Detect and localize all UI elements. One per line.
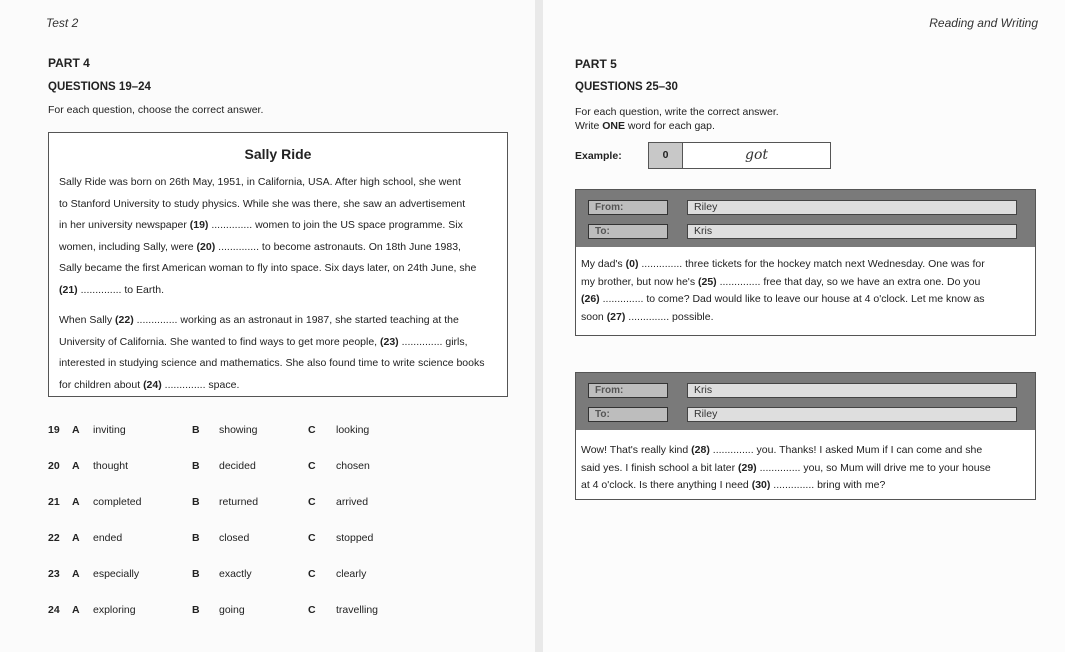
option-23-b[interactable]: exactly [219,568,252,580]
right-page [543,0,1065,652]
question-number: 21 [48,496,60,508]
passage-line: When Sally (22) .............. working as an astronaut in 1987, she started teaching at the [59,314,459,326]
option-22-b[interactable]: closed [219,532,250,544]
option-row-24 [48,604,428,618]
option-row-19 [48,424,428,438]
option-row-23 [48,568,428,582]
option-22-c[interactable]: stopped [336,532,374,544]
email-line: soon (27) .............. possible. [581,310,714,323]
passage-text [59,172,504,396]
option-21-a[interactable]: completed [93,496,142,508]
passage-line: women, including Sally, were (20) .............. to become astronauts. On 18th June 1983, [59,240,461,253]
gap-25: (25) [697,275,717,288]
option-letter-c: C [308,532,316,544]
gap-23: (23) [380,335,399,348]
email-line: my brother, but now he's (25) .............. free that day, so we have an extra one. Do you [581,275,981,288]
part-4-instruction: For each question, choose the correct answer. [48,104,264,116]
email-body [576,430,1035,501]
email-header [576,373,1035,430]
to-field: Riley [687,407,1017,422]
passage-title: Sally Ride [244,146,312,162]
option-20-a[interactable]: thought [93,460,129,472]
option-letter-b: B [192,532,200,544]
question-number: 19 [48,424,60,436]
gap-29: (29) [738,461,757,474]
email-kris-to-riley [575,372,1036,500]
sally-ride-passage [48,132,508,397]
option-row-21 [48,496,428,510]
passage-paragraph-1 [59,172,504,301]
email-line: (26) .............. to come? Dad would like to leave our house at 4 o'clock. Let me know as [581,293,985,305]
questions-25-30-title: QUESTIONS 25–30 [575,81,678,93]
example-label: Example: [575,150,622,162]
passage-line: University of California. She wanted to find ways to get more people, (23) .............. girls, [59,335,468,348]
from-field: Riley [687,200,1017,215]
option-letter-a: A [72,532,80,544]
option-letter-c: C [308,604,316,616]
option-20-b[interactable]: decided [219,460,256,472]
to-field: Kris [687,224,1017,239]
passage-line: in her university newspaper (19) .............. women to join the US space programme. Six [59,219,463,231]
example-answer: got [744,147,769,163]
option-letter-c: C [308,496,316,508]
option-19-a[interactable]: inviting [93,424,126,436]
part-5-instruction: For each question, write the correct answer. Write ONE word for each gap. [575,106,779,132]
option-letter-a: A [72,604,80,616]
option-24-b[interactable]: going [219,604,245,616]
option-24-c[interactable]: travelling [336,604,379,616]
example-number: 0 [649,143,683,168]
example-box [648,142,831,169]
option-letter-c: C [308,460,316,472]
part-5-title: PART 5 [575,57,617,71]
passage-line: Sally became the first American woman to fly into space. Six days later, on 24th June, she [59,262,477,274]
option-23-c[interactable]: clearly [336,568,367,580]
email-line: at 4 o'clock. Is there anything I need (30) .............. bring with me? [581,479,886,491]
gap-26: (26) [581,293,600,305]
from-label: From: [588,383,668,398]
passage-line: to Stanford University to study physics. While she was there, she saw an advertisement [59,197,466,210]
questions-19-24-title: QUESTIONS 19–24 [48,81,151,93]
email-line: said yes. I finish school a bit later (29) .............. you, so Mum will drive me to your house [581,461,991,474]
option-letter-b: B [192,496,200,508]
option-20-c[interactable]: chosen [336,460,370,472]
option-letter-a: A [72,460,80,472]
gap-30: (30) [751,479,771,491]
passage-line: (21) .............. to Earth. [59,283,165,296]
email-riley-to-kris [575,189,1036,336]
option-row-20 [48,460,428,474]
email-line: My dad's (0) .............. three tickets for the hockey match next Wednesday. One was for [581,258,985,270]
gap-19: (19) [189,219,209,231]
passage-line: interested in studying science and mathematics. She also found time to write science books [59,357,485,369]
email-body [576,247,1035,332]
gap-20: (20) [196,240,216,253]
gap-28: (28) [691,444,710,456]
option-21-c[interactable]: arrived [336,496,369,508]
option-letter-a: A [72,568,80,580]
option-letter-c: C [308,568,316,580]
running-header-right: Reading and Writing [929,16,1038,30]
gap-24: (24) [143,378,162,391]
to-label: To: [588,407,668,422]
question-number: 24 [48,604,60,616]
from-label: From: [588,200,668,215]
option-23-a[interactable]: especially [93,568,140,580]
email-line: Wow! That's really kind (28) .............. you. Thanks! I asked Mum if I can come and she [581,444,983,456]
passage-line: for children about (24) .............. space. [59,378,240,391]
option-19-c[interactable]: looking [336,424,370,436]
running-header-left: Test 2 [46,16,79,30]
gap-22: (22) [115,314,134,326]
option-letter-b: B [192,424,200,436]
option-letter-a: A [72,424,80,436]
option-letter-b: B [192,604,200,616]
option-letter-b: B [192,568,200,580]
option-21-b[interactable]: returned [219,496,259,508]
option-letter-a: A [72,496,80,508]
option-19-b[interactable]: showing [219,424,258,436]
gap-21: (21) [59,283,78,296]
option-row-22 [48,532,428,546]
from-field: Kris [687,383,1017,398]
gap-27: (27) [606,310,626,323]
passage-line: Sally Ride was born on 26th May, 1951, in California, USA. After high school, she went [59,176,461,188]
email-header [576,190,1035,247]
question-number: 20 [48,460,60,472]
option-22-a[interactable]: ended [93,532,123,544]
question-number: 23 [48,568,60,580]
option-letter-c: C [308,424,316,436]
part-4-title: PART 4 [48,56,90,70]
to-label: To: [588,224,668,239]
gap-0: (0) [625,258,639,270]
question-number: 22 [48,532,60,544]
option-24-a[interactable]: exploring [93,604,136,616]
passage-paragraph-2 [59,310,504,396]
option-letter-b: B [192,460,200,472]
